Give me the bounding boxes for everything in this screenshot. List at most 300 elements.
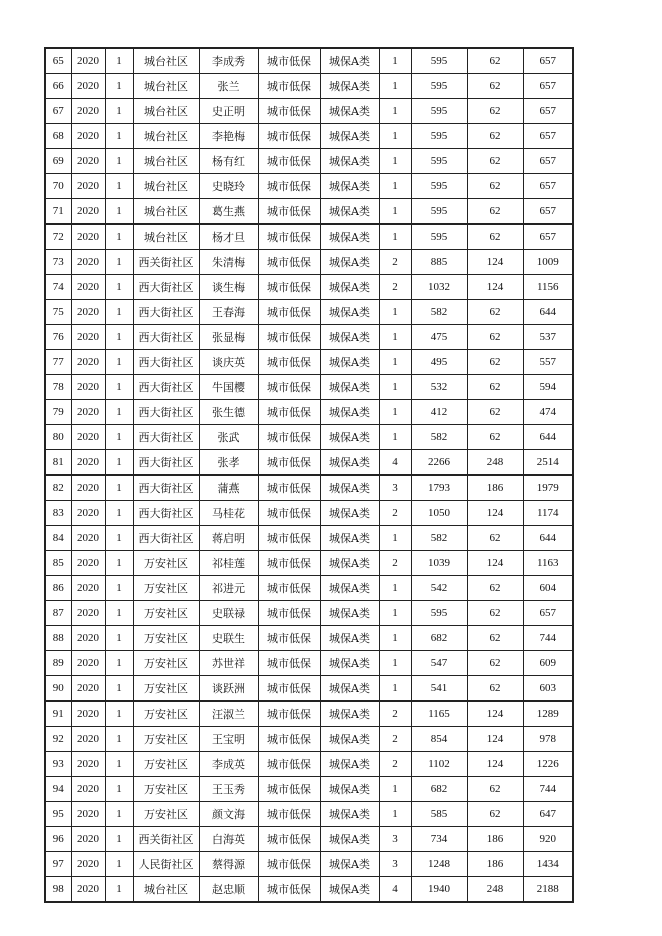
cell-subsidy: 62 xyxy=(467,375,523,400)
cell-category: 城保A类 xyxy=(320,250,379,275)
cell-base-amount: 595 xyxy=(411,48,467,74)
cell-year: 2020 xyxy=(71,526,105,551)
cell-total-amount: 1174 xyxy=(523,501,573,526)
cell-total-amount: 657 xyxy=(523,199,573,225)
cell-subsidy: 124 xyxy=(467,727,523,752)
cell-subsidy: 62 xyxy=(467,99,523,124)
cell-total-amount: 537 xyxy=(523,325,573,350)
cell-household-size: 3 xyxy=(379,475,411,501)
cell-household-size: 1 xyxy=(379,124,411,149)
cell-community: 西大街社区 xyxy=(133,275,199,300)
cell-relief-type: 城市低保 xyxy=(258,802,320,827)
cell-month: 1 xyxy=(105,626,133,651)
cell-relief-type: 城市低保 xyxy=(258,174,320,199)
cell-relief-type: 城市低保 xyxy=(258,74,320,99)
table-row xyxy=(45,375,573,400)
cell-total-amount: 657 xyxy=(523,174,573,199)
cell-category: 城保A类 xyxy=(320,450,379,476)
cell-month: 1 xyxy=(105,275,133,300)
cell-base-amount: 595 xyxy=(411,224,467,250)
cell-community: 西关街社区 xyxy=(133,827,199,852)
cell-total-amount: 978 xyxy=(523,727,573,752)
cell-category: 城保A类 xyxy=(320,852,379,877)
cell-relief-type: 城市低保 xyxy=(258,576,320,601)
cell-base-amount: 532 xyxy=(411,375,467,400)
cell-category: 城保A类 xyxy=(320,651,379,676)
table-row xyxy=(45,99,573,124)
cell-subsidy: 248 xyxy=(467,877,523,903)
table-row xyxy=(45,224,573,250)
cell-base-amount: 412 xyxy=(411,400,467,425)
cell-household-size: 1 xyxy=(379,676,411,702)
cell-community: 城台社区 xyxy=(133,174,199,199)
cell-year: 2020 xyxy=(71,601,105,626)
cell-name: 李艳梅 xyxy=(199,124,258,149)
cell-year: 2020 xyxy=(71,877,105,903)
cell-relief-type: 城市低保 xyxy=(258,701,320,727)
cell-year: 2020 xyxy=(71,727,105,752)
cell-year: 2020 xyxy=(71,551,105,576)
cell-total-amount: 657 xyxy=(523,124,573,149)
cell-community: 城台社区 xyxy=(133,224,199,250)
table-row xyxy=(45,651,573,676)
cell-month: 1 xyxy=(105,701,133,727)
cell-base-amount: 547 xyxy=(411,651,467,676)
cell-name: 谈跃洲 xyxy=(199,676,258,702)
cell-total-amount: 1289 xyxy=(523,701,573,727)
cell-total-amount: 657 xyxy=(523,224,573,250)
cell-subsidy: 62 xyxy=(467,48,523,74)
cell-base-amount: 475 xyxy=(411,325,467,350)
cell-name: 杨有红 xyxy=(199,149,258,174)
cell-serial-no: 94 xyxy=(45,777,71,802)
cell-relief-type: 城市低保 xyxy=(258,224,320,250)
cell-relief-type: 城市低保 xyxy=(258,149,320,174)
cell-name: 李成秀 xyxy=(199,48,258,74)
cell-subsidy: 186 xyxy=(467,827,523,852)
cell-name: 蒲燕 xyxy=(199,475,258,501)
cell-serial-no: 84 xyxy=(45,526,71,551)
cell-total-amount: 744 xyxy=(523,777,573,802)
cell-month: 1 xyxy=(105,576,133,601)
cell-category: 城保A类 xyxy=(320,325,379,350)
cell-total-amount: 474 xyxy=(523,400,573,425)
cell-household-size: 1 xyxy=(379,350,411,375)
table-row xyxy=(45,174,573,199)
cell-serial-no: 70 xyxy=(45,174,71,199)
cell-total-amount: 657 xyxy=(523,149,573,174)
table-row xyxy=(45,852,573,877)
cell-community: 城台社区 xyxy=(133,74,199,99)
cell-base-amount: 582 xyxy=(411,300,467,325)
cell-household-size: 4 xyxy=(379,450,411,476)
cell-household-size: 1 xyxy=(379,174,411,199)
cell-subsidy: 62 xyxy=(467,802,523,827)
cell-year: 2020 xyxy=(71,450,105,476)
cell-subsidy: 62 xyxy=(467,777,523,802)
cell-base-amount: 682 xyxy=(411,626,467,651)
cell-month: 1 xyxy=(105,475,133,501)
cell-community: 城台社区 xyxy=(133,99,199,124)
cell-total-amount: 1979 xyxy=(523,475,573,501)
cell-community: 西大街社区 xyxy=(133,425,199,450)
cell-base-amount: 854 xyxy=(411,727,467,752)
cell-total-amount: 657 xyxy=(523,48,573,74)
cell-base-amount: 1248 xyxy=(411,852,467,877)
cell-community: 万安社区 xyxy=(133,601,199,626)
table-row xyxy=(45,576,573,601)
cell-relief-type: 城市低保 xyxy=(258,425,320,450)
table-row xyxy=(45,199,573,225)
cell-category: 城保A类 xyxy=(320,74,379,99)
cell-household-size: 1 xyxy=(379,777,411,802)
cell-total-amount: 594 xyxy=(523,375,573,400)
cell-name: 张武 xyxy=(199,425,258,450)
cell-relief-type: 城市低保 xyxy=(258,250,320,275)
cell-year: 2020 xyxy=(71,250,105,275)
cell-total-amount: 604 xyxy=(523,576,573,601)
cell-category: 城保A类 xyxy=(320,199,379,225)
cell-name: 张兰 xyxy=(199,74,258,99)
cell-month: 1 xyxy=(105,676,133,702)
cell-subsidy: 62 xyxy=(467,174,523,199)
cell-subsidy: 62 xyxy=(467,224,523,250)
cell-category: 城保A类 xyxy=(320,99,379,124)
table-row xyxy=(45,501,573,526)
cell-subsidy: 124 xyxy=(467,701,523,727)
cell-base-amount: 582 xyxy=(411,425,467,450)
cell-household-size: 3 xyxy=(379,827,411,852)
cell-name: 祁进元 xyxy=(199,576,258,601)
cell-category: 城保A类 xyxy=(320,727,379,752)
cell-total-amount: 644 xyxy=(523,526,573,551)
cell-household-size: 2 xyxy=(379,501,411,526)
cell-relief-type: 城市低保 xyxy=(258,350,320,375)
cell-relief-type: 城市低保 xyxy=(258,275,320,300)
cell-subsidy: 62 xyxy=(467,400,523,425)
cell-year: 2020 xyxy=(71,701,105,727)
cell-category: 城保A类 xyxy=(320,400,379,425)
cell-total-amount: 644 xyxy=(523,425,573,450)
cell-month: 1 xyxy=(105,501,133,526)
cell-relief-type: 城市低保 xyxy=(258,99,320,124)
cell-relief-type: 城市低保 xyxy=(258,601,320,626)
cell-total-amount: 920 xyxy=(523,827,573,852)
cell-serial-no: 77 xyxy=(45,350,71,375)
cell-category: 城保A类 xyxy=(320,877,379,903)
cell-category: 城保A类 xyxy=(320,224,379,250)
cell-name: 白海英 xyxy=(199,827,258,852)
table-row xyxy=(45,74,573,99)
cell-month: 1 xyxy=(105,300,133,325)
cell-subsidy: 62 xyxy=(467,149,523,174)
cell-base-amount: 595 xyxy=(411,124,467,149)
cell-total-amount: 1009 xyxy=(523,250,573,275)
table-row xyxy=(45,149,573,174)
cell-year: 2020 xyxy=(71,124,105,149)
cell-year: 2020 xyxy=(71,475,105,501)
table-row xyxy=(45,475,573,501)
cell-relief-type: 城市低保 xyxy=(258,300,320,325)
cell-total-amount: 603 xyxy=(523,676,573,702)
cell-month: 1 xyxy=(105,601,133,626)
cell-month: 1 xyxy=(105,827,133,852)
cell-name: 蔡得源 xyxy=(199,852,258,877)
cell-month: 1 xyxy=(105,325,133,350)
cell-name: 颜文海 xyxy=(199,802,258,827)
cell-name: 牛国樱 xyxy=(199,375,258,400)
cell-serial-no: 89 xyxy=(45,651,71,676)
cell-serial-no: 73 xyxy=(45,250,71,275)
cell-year: 2020 xyxy=(71,676,105,702)
cell-year: 2020 xyxy=(71,48,105,74)
cell-name: 张孝 xyxy=(199,450,258,476)
table-row xyxy=(45,450,573,476)
cell-base-amount: 541 xyxy=(411,676,467,702)
cell-name: 张显梅 xyxy=(199,325,258,350)
cell-month: 1 xyxy=(105,350,133,375)
cell-serial-no: 95 xyxy=(45,802,71,827)
cell-month: 1 xyxy=(105,375,133,400)
cell-serial-no: 76 xyxy=(45,325,71,350)
cell-year: 2020 xyxy=(71,802,105,827)
cell-community: 西大街社区 xyxy=(133,300,199,325)
table-row xyxy=(45,601,573,626)
cell-name: 蒋启明 xyxy=(199,526,258,551)
table-row xyxy=(45,777,573,802)
cell-category: 城保A类 xyxy=(320,174,379,199)
cell-relief-type: 城市低保 xyxy=(258,475,320,501)
table-row xyxy=(45,325,573,350)
cell-year: 2020 xyxy=(71,300,105,325)
cell-serial-no: 87 xyxy=(45,601,71,626)
cell-base-amount: 682 xyxy=(411,777,467,802)
table-row xyxy=(45,827,573,852)
cell-category: 城保A类 xyxy=(320,275,379,300)
cell-subsidy: 62 xyxy=(467,651,523,676)
cell-serial-no: 75 xyxy=(45,300,71,325)
cell-subsidy: 124 xyxy=(467,551,523,576)
cell-serial-no: 85 xyxy=(45,551,71,576)
cell-name: 祁桂莲 xyxy=(199,551,258,576)
cell-household-size: 1 xyxy=(379,802,411,827)
cell-name: 王春海 xyxy=(199,300,258,325)
cell-household-size: 1 xyxy=(379,626,411,651)
cell-community: 西大街社区 xyxy=(133,325,199,350)
cell-relief-type: 城市低保 xyxy=(258,48,320,74)
cell-base-amount: 1940 xyxy=(411,877,467,903)
cell-serial-no: 79 xyxy=(45,400,71,425)
cell-household-size: 1 xyxy=(379,74,411,99)
cell-base-amount: 595 xyxy=(411,74,467,99)
cell-category: 城保A类 xyxy=(320,149,379,174)
cell-community: 西大街社区 xyxy=(133,526,199,551)
cell-relief-type: 城市低保 xyxy=(258,450,320,476)
cell-household-size: 2 xyxy=(379,551,411,576)
cell-month: 1 xyxy=(105,174,133,199)
cell-community: 西大街社区 xyxy=(133,450,199,476)
cell-total-amount: 609 xyxy=(523,651,573,676)
cell-base-amount: 2266 xyxy=(411,450,467,476)
table-row xyxy=(45,626,573,651)
cell-base-amount: 595 xyxy=(411,199,467,225)
cell-total-amount: 557 xyxy=(523,350,573,375)
table-row xyxy=(45,526,573,551)
cell-household-size: 1 xyxy=(379,325,411,350)
cell-community: 城台社区 xyxy=(133,877,199,903)
cell-base-amount: 595 xyxy=(411,601,467,626)
cell-relief-type: 城市低保 xyxy=(258,526,320,551)
cell-subsidy: 62 xyxy=(467,350,523,375)
cell-year: 2020 xyxy=(71,501,105,526)
cell-month: 1 xyxy=(105,74,133,99)
cell-community: 西大街社区 xyxy=(133,475,199,501)
cell-serial-no: 92 xyxy=(45,727,71,752)
cell-base-amount: 542 xyxy=(411,576,467,601)
cell-year: 2020 xyxy=(71,99,105,124)
cell-category: 城保A类 xyxy=(320,701,379,727)
cell-year: 2020 xyxy=(71,827,105,852)
cell-base-amount: 1102 xyxy=(411,752,467,777)
table-row xyxy=(45,350,573,375)
cell-category: 城保A类 xyxy=(320,375,379,400)
cell-category: 城保A类 xyxy=(320,777,379,802)
cell-name: 王宝明 xyxy=(199,727,258,752)
cell-serial-no: 72 xyxy=(45,224,71,250)
relief-roster-table xyxy=(44,47,574,903)
cell-year: 2020 xyxy=(71,174,105,199)
cell-category: 城保A类 xyxy=(320,802,379,827)
cell-name: 马桂花 xyxy=(199,501,258,526)
cell-community: 西大街社区 xyxy=(133,375,199,400)
cell-base-amount: 1165 xyxy=(411,701,467,727)
cell-year: 2020 xyxy=(71,325,105,350)
table-row xyxy=(45,124,573,149)
cell-community: 西大街社区 xyxy=(133,400,199,425)
cell-base-amount: 585 xyxy=(411,802,467,827)
cell-total-amount: 1163 xyxy=(523,551,573,576)
cell-total-amount: 2188 xyxy=(523,877,573,903)
cell-year: 2020 xyxy=(71,425,105,450)
cell-total-amount: 644 xyxy=(523,300,573,325)
cell-community: 城台社区 xyxy=(133,124,199,149)
cell-household-size: 1 xyxy=(379,651,411,676)
cell-month: 1 xyxy=(105,526,133,551)
cell-subsidy: 62 xyxy=(467,626,523,651)
cell-total-amount: 657 xyxy=(523,601,573,626)
cell-total-amount: 647 xyxy=(523,802,573,827)
cell-category: 城保A类 xyxy=(320,48,379,74)
cell-month: 1 xyxy=(105,551,133,576)
table-row xyxy=(45,877,573,903)
cell-base-amount: 1050 xyxy=(411,501,467,526)
cell-subsidy: 62 xyxy=(467,300,523,325)
cell-month: 1 xyxy=(105,877,133,903)
cell-relief-type: 城市低保 xyxy=(258,827,320,852)
cell-household-size: 1 xyxy=(379,300,411,325)
cell-serial-no: 83 xyxy=(45,501,71,526)
cell-relief-type: 城市低保 xyxy=(258,626,320,651)
cell-household-size: 2 xyxy=(379,727,411,752)
cell-household-size: 1 xyxy=(379,199,411,225)
cell-base-amount: 595 xyxy=(411,174,467,199)
cell-subsidy: 62 xyxy=(467,199,523,225)
cell-year: 2020 xyxy=(71,651,105,676)
cell-category: 城保A类 xyxy=(320,752,379,777)
cell-month: 1 xyxy=(105,425,133,450)
cell-serial-no: 90 xyxy=(45,676,71,702)
cell-subsidy: 124 xyxy=(467,250,523,275)
cell-relief-type: 城市低保 xyxy=(258,551,320,576)
cell-subsidy: 124 xyxy=(467,501,523,526)
cell-year: 2020 xyxy=(71,400,105,425)
table-row xyxy=(45,300,573,325)
cell-total-amount: 1226 xyxy=(523,752,573,777)
cell-category: 城保A类 xyxy=(320,676,379,702)
cell-serial-no: 66 xyxy=(45,74,71,99)
cell-serial-no: 65 xyxy=(45,48,71,74)
cell-name: 苏世祥 xyxy=(199,651,258,676)
cell-serial-no: 86 xyxy=(45,576,71,601)
cell-subsidy: 62 xyxy=(467,124,523,149)
cell-community: 万安社区 xyxy=(133,626,199,651)
cell-community: 万安社区 xyxy=(133,701,199,727)
cell-household-size: 3 xyxy=(379,852,411,877)
cell-total-amount: 744 xyxy=(523,626,573,651)
cell-serial-no: 69 xyxy=(45,149,71,174)
cell-subsidy: 62 xyxy=(467,526,523,551)
table-row xyxy=(45,802,573,827)
cell-serial-no: 67 xyxy=(45,99,71,124)
table-row xyxy=(45,701,573,727)
cell-relief-type: 城市低保 xyxy=(258,124,320,149)
cell-month: 1 xyxy=(105,777,133,802)
cell-year: 2020 xyxy=(71,350,105,375)
cell-month: 1 xyxy=(105,400,133,425)
cell-household-size: 1 xyxy=(379,425,411,450)
cell-base-amount: 595 xyxy=(411,149,467,174)
cell-serial-no: 80 xyxy=(45,425,71,450)
cell-serial-no: 91 xyxy=(45,701,71,727)
cell-category: 城保A类 xyxy=(320,626,379,651)
cell-base-amount: 595 xyxy=(411,99,467,124)
table-row xyxy=(45,676,573,702)
cell-name: 张生德 xyxy=(199,400,258,425)
cell-base-amount: 495 xyxy=(411,350,467,375)
cell-month: 1 xyxy=(105,727,133,752)
cell-year: 2020 xyxy=(71,626,105,651)
table-body xyxy=(45,48,573,902)
cell-community: 城台社区 xyxy=(133,149,199,174)
cell-relief-type: 城市低保 xyxy=(258,199,320,225)
cell-community: 万安社区 xyxy=(133,676,199,702)
cell-name: 汪淑兰 xyxy=(199,701,258,727)
cell-total-amount: 657 xyxy=(523,74,573,99)
cell-base-amount: 734 xyxy=(411,827,467,852)
table-row xyxy=(45,400,573,425)
cell-community: 万安社区 xyxy=(133,802,199,827)
cell-community: 西关街社区 xyxy=(133,250,199,275)
cell-year: 2020 xyxy=(71,275,105,300)
cell-name: 史联禄 xyxy=(199,601,258,626)
cell-year: 2020 xyxy=(71,576,105,601)
cell-year: 2020 xyxy=(71,149,105,174)
cell-year: 2020 xyxy=(71,777,105,802)
cell-relief-type: 城市低保 xyxy=(258,501,320,526)
cell-name: 谈生梅 xyxy=(199,275,258,300)
table-row xyxy=(45,275,573,300)
cell-household-size: 1 xyxy=(379,576,411,601)
